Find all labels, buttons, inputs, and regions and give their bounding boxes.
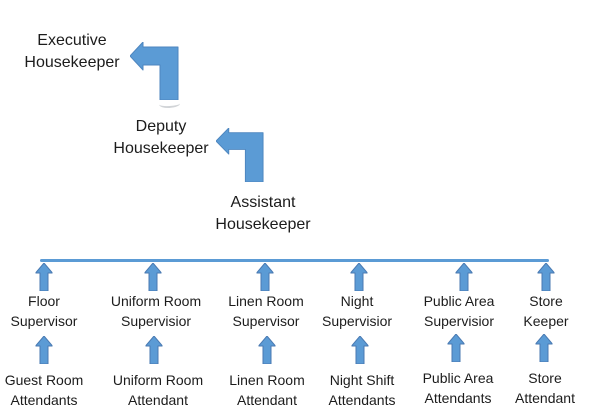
executive-housekeeper-label (24, 30, 119, 74)
label-line: Supervisor (10, 312, 78, 329)
label-line: Supervisior (120, 312, 192, 329)
up-arrow-icon (536, 334, 553, 362)
uniform-room-supervisor-label (111, 292, 201, 331)
label-line: Keeper (523, 312, 569, 329)
deputy-housekeeper-label (113, 116, 208, 160)
label-line: Store (528, 370, 562, 386)
up-arrow-icon (538, 263, 555, 291)
uniform-room-attendant-label (113, 371, 203, 410)
label-line: Housekeeper (215, 216, 311, 233)
night-supervisor-label (322, 292, 392, 331)
label-line: Attendants (424, 389, 492, 406)
label-line: Floor (28, 293, 60, 309)
linen-room-attendant-label (229, 371, 305, 410)
bent-arrow-left-icon (130, 42, 180, 100)
label-line: Attendant (237, 391, 297, 408)
label-line: Linen Room (228, 293, 304, 309)
up-arrow-icon (36, 336, 53, 364)
label-line: Executive (37, 32, 107, 49)
up-arrow-icon (36, 263, 53, 291)
store-keeper-label (523, 292, 568, 331)
public-area-attendants-label (423, 369, 494, 408)
label-line: Housekeeper (113, 140, 209, 157)
night-shift-attendants-label (329, 371, 396, 410)
label-line: Guest Room (4, 372, 84, 388)
up-arrow-icon (456, 263, 473, 291)
label-line: Supervisior (321, 312, 393, 329)
label-line: Uniform Room (112, 372, 204, 388)
label-line: Attendant (128, 391, 188, 408)
up-arrow-icon (145, 263, 162, 291)
linen-room-supervisor-label (228, 292, 304, 331)
floor-supervisor-label (11, 292, 78, 331)
label-line: Supervisor (232, 312, 300, 329)
label-line: Night Shift (329, 372, 395, 388)
label-line: Store (529, 293, 563, 309)
bent-arrow-left-icon (216, 128, 265, 182)
label-line: Uniform Room (110, 293, 202, 309)
public-area-supervisor-label (424, 292, 495, 331)
store-attendant-label (515, 369, 575, 408)
artifact-mark (159, 99, 180, 108)
label-line: Public Area (423, 293, 495, 309)
assistant-housekeeper-label (215, 192, 310, 236)
label-line: Attendants (328, 391, 396, 408)
label-line: Attendant (515, 389, 575, 406)
label-line: Attendants (10, 391, 78, 408)
up-arrow-icon (259, 336, 276, 364)
label-line: Supervisior (423, 312, 495, 329)
guest-room-attendants-label (5, 371, 84, 410)
up-arrow-icon (257, 263, 274, 291)
label-line: Night (340, 293, 374, 309)
up-arrow-icon (351, 263, 368, 291)
label-line: Assistant (230, 194, 296, 211)
label-line: Deputy (135, 118, 187, 135)
up-arrow-icon (146, 336, 163, 364)
label-line: Housekeeper (24, 54, 120, 71)
connector-line (40, 259, 549, 262)
up-arrow-icon (448, 334, 465, 362)
label-line: Linen Room (229, 372, 305, 388)
up-arrow-icon (352, 336, 369, 364)
label-line: Public Area (422, 370, 494, 386)
